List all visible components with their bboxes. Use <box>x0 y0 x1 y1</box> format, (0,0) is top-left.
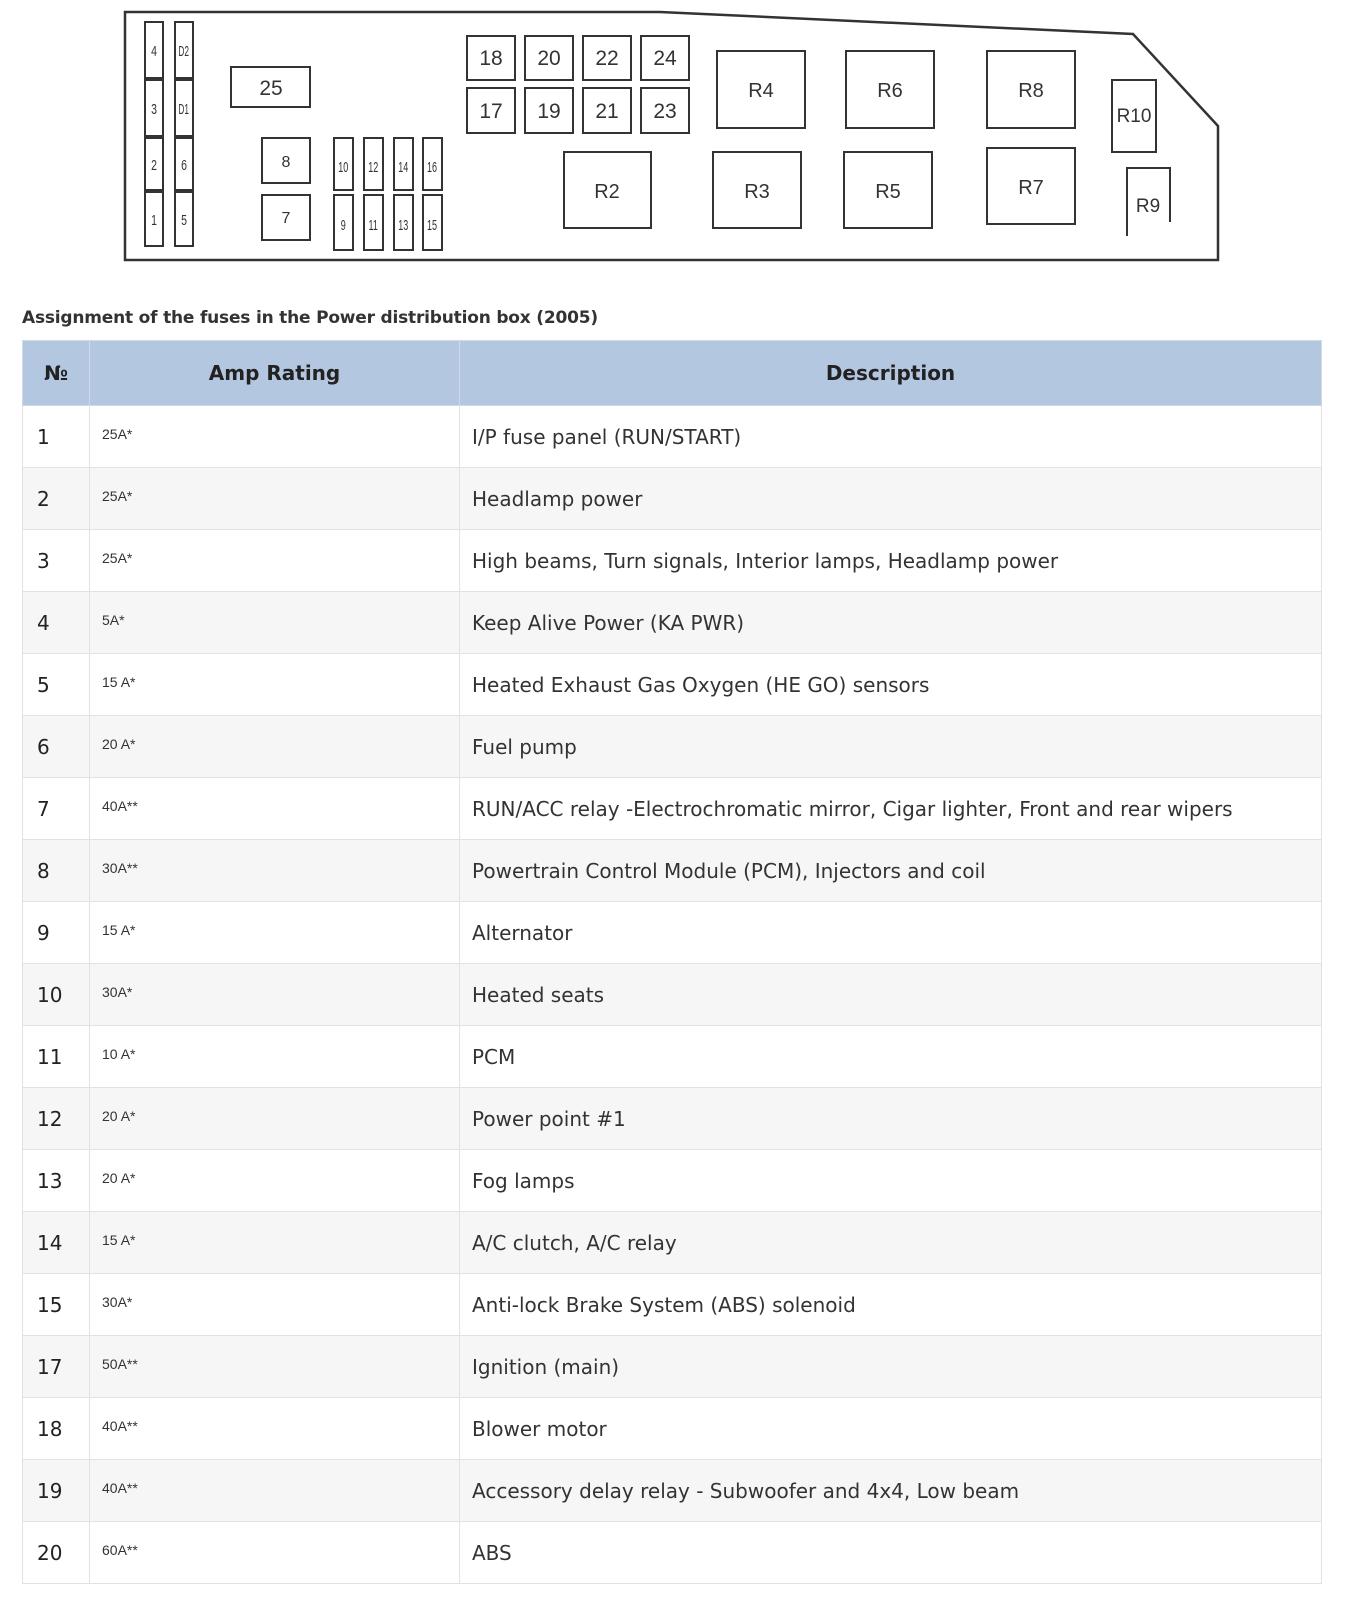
amp-rating-cell: 5A* <box>90 592 460 654</box>
fuse-number-cell: 9 <box>23 902 90 964</box>
amp-rating-cell: 15 A* <box>90 654 460 716</box>
description-cell: Powertrain Control Module (PCM), Injectors and coil <box>460 840 1322 902</box>
fuse-label: 23 <box>653 100 677 123</box>
description-cell: Alternator <box>460 902 1322 964</box>
fuse-number-cell: 10 <box>23 964 90 1026</box>
description-cell: RUN/ACC relay -Electrochromatic mirror, Cigar lighter, Front and rear wipers <box>460 778 1322 840</box>
fuse-number-cell: 5 <box>23 654 90 716</box>
amp-rating-cell: 50A** <box>90 1336 460 1398</box>
fuse-label: 24 <box>653 47 677 70</box>
fuse-number-cell: 14 <box>23 1212 90 1274</box>
relay-label: R6 <box>877 80 903 102</box>
table-row <box>23 1274 1322 1336</box>
fuse-number-cell: 20 <box>23 1522 90 1584</box>
relay-label: R7 <box>1018 177 1044 199</box>
fuse-number-cell: 12 <box>23 1088 90 1150</box>
table-row <box>23 1336 1322 1398</box>
amp-rating-cell: 10 A* <box>90 1026 460 1088</box>
amp-rating-cell: 25A* <box>90 468 460 530</box>
fuse-label: 11 <box>368 216 378 234</box>
fuse-number-cell: 17 <box>23 1336 90 1398</box>
table-row <box>23 592 1322 654</box>
fuse-number-cell: 1 <box>23 406 90 468</box>
description-cell: PCM <box>460 1026 1322 1088</box>
amp-rating-cell: 25A* <box>90 530 460 592</box>
fuse-label: 14 <box>398 158 409 176</box>
fuse-label: 16 <box>426 158 438 176</box>
table-row <box>23 1026 1322 1088</box>
fuse-number-cell: 13 <box>23 1150 90 1212</box>
fuse-number-cell: 2 <box>23 468 90 530</box>
fuse-label: 12 <box>368 158 379 176</box>
table-row <box>23 654 1322 716</box>
description-cell: High beams, Turn signals, Interior lamps, Headlamp power <box>460 530 1322 592</box>
table-caption: Assignment of the fuses in the Power distribution box (2005) <box>22 308 598 328</box>
fuse-number-cell: 11 <box>23 1026 90 1088</box>
fuse-number-cell: 3 <box>23 530 90 592</box>
fuse-label: 2 <box>151 156 157 174</box>
fuse-label: 15 <box>426 216 438 234</box>
amp-rating-cell: 20 A* <box>90 1088 460 1150</box>
fuse-label: 17 <box>479 100 503 123</box>
fuse-label: 21 <box>595 100 619 123</box>
fuse-label: 6 <box>181 156 188 174</box>
table-row <box>23 1522 1322 1584</box>
amp-rating-cell: 20 A* <box>90 1150 460 1212</box>
amp-rating-cell: 15 A* <box>90 902 460 964</box>
fuse-label: D1 <box>178 100 189 118</box>
description-cell: Heated Exhaust Gas Oxygen (HE GO) sensors <box>460 654 1322 716</box>
relay-label: R2 <box>594 181 620 203</box>
header-description: Description <box>460 341 1322 406</box>
amp-rating-cell: 15 A* <box>90 1212 460 1274</box>
fuse-label: 8 <box>281 154 291 171</box>
fuse-number-cell: 8 <box>23 840 90 902</box>
table-row <box>23 1212 1322 1274</box>
table-row <box>23 468 1322 530</box>
fuse-label: D2 <box>178 42 189 60</box>
description-cell: ABS <box>460 1522 1322 1584</box>
description-cell: Power point #1 <box>460 1088 1322 1150</box>
table-row <box>23 716 1322 778</box>
amp-rating-cell: 30A* <box>90 964 460 1026</box>
table-row <box>23 902 1322 964</box>
fuse-label: 19 <box>537 100 561 123</box>
fuse-label: 4 <box>151 42 157 60</box>
description-cell: Anti-lock Brake System (ABS) solenoid <box>460 1274 1322 1336</box>
amp-rating-cell: 30A** <box>90 840 460 902</box>
relay-label: R3 <box>744 181 770 203</box>
fuse-number-cell: 18 <box>23 1398 90 1460</box>
table-row <box>23 530 1322 592</box>
fuse-label: 18 <box>479 47 503 70</box>
table-row <box>23 406 1322 468</box>
relay-label: R10 <box>1116 106 1152 127</box>
description-cell: Headlamp power <box>460 468 1322 530</box>
fuse-label: 9 <box>340 216 346 234</box>
description-cell: Fuel pump <box>460 716 1322 778</box>
table-row <box>23 1398 1322 1460</box>
description-cell: Accessory delay relay - Subwoofer and 4x4, Low beam <box>460 1460 1322 1522</box>
fuse-number-cell: 7 <box>23 778 90 840</box>
relay-label: R4 <box>748 80 774 102</box>
table-row <box>23 840 1322 902</box>
amp-rating-cell: 25A* <box>90 406 460 468</box>
table-row <box>23 778 1322 840</box>
table-header-row <box>23 341 1322 406</box>
fuse-label: 13 <box>398 216 409 234</box>
fuse-assignment-table <box>22 340 1322 1584</box>
amp-rating-cell: 60A** <box>90 1522 460 1584</box>
description-cell: A/C clutch, A/C relay <box>460 1212 1322 1274</box>
amp-rating-cell: 40A** <box>90 1398 460 1460</box>
description-cell: Fog lamps <box>460 1150 1322 1212</box>
relay-label: R5 <box>875 181 901 203</box>
fuse-box-diagram <box>0 0 1353 280</box>
fuse-label: 22 <box>595 47 619 70</box>
table-row <box>23 1088 1322 1150</box>
description-cell: Heated seats <box>460 964 1322 1026</box>
fuse-number-cell: 19 <box>23 1460 90 1522</box>
fuse-label: 7 <box>281 210 291 227</box>
header-number: № <box>23 341 90 406</box>
table-row <box>23 1460 1322 1522</box>
fuse-label: 20 <box>537 47 561 70</box>
table-row <box>23 1150 1322 1212</box>
fuse-label: 25 <box>259 77 283 100</box>
fuse-label: 3 <box>151 100 157 118</box>
amp-rating-cell: 40A** <box>90 1460 460 1522</box>
amp-rating-cell: 20 A* <box>90 716 460 778</box>
fuse-number-cell: 15 <box>23 1274 90 1336</box>
description-cell: I/P fuse panel (RUN/START) <box>460 406 1322 468</box>
fuse-label: 1 <box>151 211 157 229</box>
header-amp-rating: Amp Rating <box>90 341 460 406</box>
description-cell: Keep Alive Power (KA PWR) <box>460 592 1322 654</box>
fuse-number-cell: 6 <box>23 716 90 778</box>
description-cell: Ignition (main) <box>460 1336 1322 1398</box>
amp-rating-cell: 30A* <box>90 1274 460 1336</box>
amp-rating-cell: 40A** <box>90 778 460 840</box>
relay-label: R8 <box>1018 80 1044 102</box>
fuse-label: 5 <box>181 211 188 229</box>
relay-label: R9 <box>1135 196 1161 217</box>
table-row <box>23 964 1322 1026</box>
fuse-label: 10 <box>338 158 349 176</box>
description-cell: Blower motor <box>460 1398 1322 1460</box>
fuse-number-cell: 4 <box>23 592 90 654</box>
